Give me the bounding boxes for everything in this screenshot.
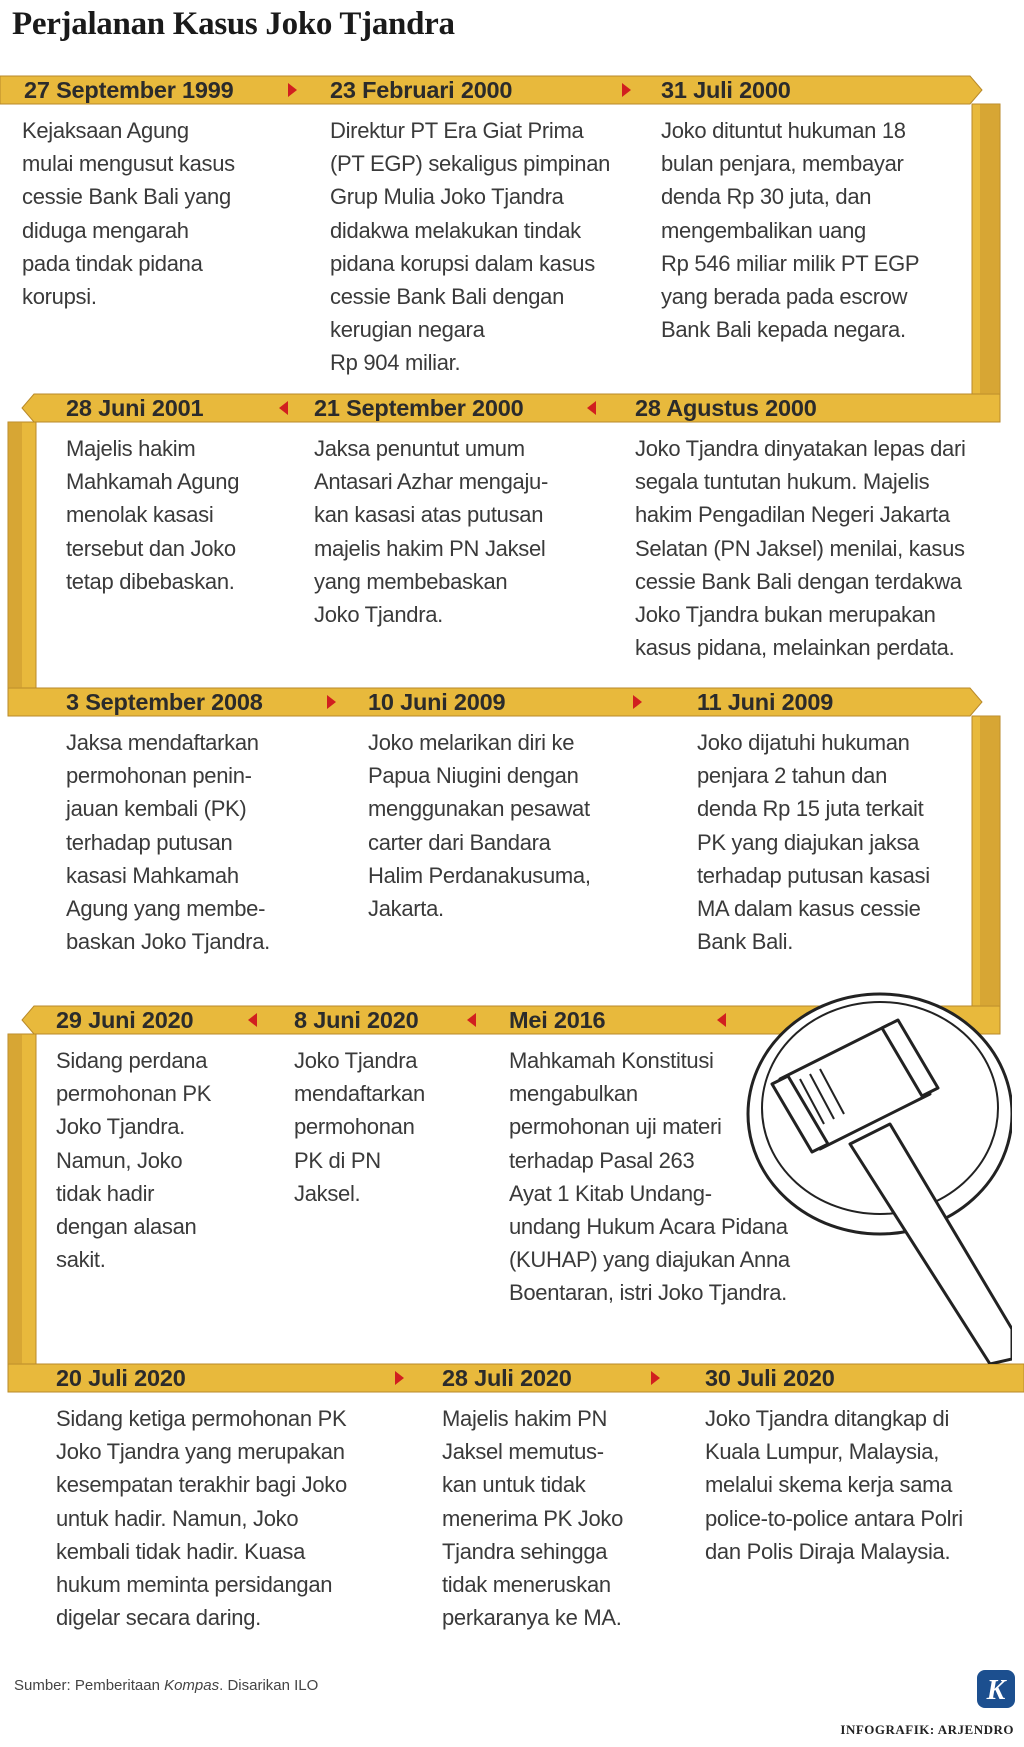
- event-description: Joko Tjandra dinyatakan lepas dari segala tuntutan hukum. Majelis hakim Pengadilan Negeri Jakarta Selatan (PN Jaksel) menilai, kasus cessie Bank Bali dengan terdakwa Joko Tjandra bukan merupakan kasus pidana, melainkan perdata.: [635, 436, 966, 661]
- arrow-left-icon: [248, 1013, 257, 1027]
- kompas-logo: [977, 1670, 1015, 1708]
- event-date: 27 September 1999: [24, 77, 234, 103]
- event-description: Majelis hakim PN Jaksel memutus- kan untuk tidak menerima PK Joko Tjandra sehingga tidak meneruskan perkaranya ke MA.: [442, 1406, 624, 1631]
- event-date: Mei 2016: [509, 1007, 606, 1033]
- arrow-left-icon: [279, 401, 288, 415]
- arrow-right-icon: [633, 695, 642, 709]
- arrow-left-icon: [467, 1013, 476, 1027]
- event-description: Sidang perdana permohonan PK Joko Tjandra. Namun, Joko tidak hadir dengan alasan sakit.: [56, 1048, 212, 1273]
- arrow-right-icon: [622, 83, 631, 97]
- arrow-left-icon: [717, 1013, 726, 1027]
- event-description: Joko Tjandra ditangkap di Kuala Lumpur, Malaysia, melalui skema kerja sama police-to-police antara Polri dan Polis Diraja Malaysia.: [705, 1406, 963, 1564]
- event-date: 3 September 2008: [66, 689, 263, 715]
- event-description: Jaksa penuntut umum Antasari Azhar mengaju- kan kasasi atas putusan majelis hakim PN Jaksel yang membebaskan Joko Tjandra.: [314, 436, 549, 628]
- event-description: Direktur PT Era Giat Prima (PT EGP) sekaligus pimpinan Grup Mulia Joko Tjandra didakwa melakukan tindak pidana korupsi dalam kasus cessie Bank Bali dengan kerugian negara Rp 904 miliar.: [330, 118, 611, 376]
- arrow-left-icon: [587, 401, 596, 415]
- event-date: 10 Juni 2009: [368, 689, 506, 715]
- arrow-right-icon: [395, 1371, 404, 1385]
- svg-text:K: K: [986, 1675, 1006, 1706]
- event-description: Joko Tjandra mendaftarkan permohonan PK di PN Jaksel.: [294, 1048, 425, 1206]
- event-description: Joko melarikan diri ke Papua Niugini dengan menggunakan pesawat carter dari Bandara Halim Perdanakusuma, Jakarta.: [368, 730, 591, 922]
- event-description: Majelis hakim Mahkamah Agung menolak kasasi tersebut dan Joko tetap dibebaskan.: [66, 436, 240, 594]
- event-description: Joko dijatuhi hukuman penjara 2 tahun dan denda Rp 15 juta terkait PK yang diajukan jaksa terhadap putusan kasasi MA dalam kasus cessie Bank Bali.: [697, 730, 930, 955]
- arrow-right-icon: [651, 1371, 660, 1385]
- arrow-right-icon: [327, 695, 336, 709]
- event-date: 28 Agustus 2000: [635, 395, 817, 421]
- event-description: Mahkamah Konstitusi mengabulkan permohonan uji materi terhadap Pasal 263 Ayat 1 Kitab Undang- undang Hukum Acara Pidana (KUHAP) yang diajukan Anna Boentaran, istri Joko Tjandra.: [509, 1048, 790, 1306]
- event-date: 30 Juli 2020: [705, 1365, 835, 1391]
- event-description: Joko dituntut hukuman 18 bulan penjara, membayar denda Rp 30 juta, dan mengembalikan uang Rp 546 miliar milik PT EGP yang berada pada escrow Bank Bali kepada negara.: [661, 118, 920, 343]
- event-date: 21 September 2000: [314, 395, 524, 421]
- event-date: 28 Juli 2020: [442, 1365, 572, 1391]
- event-date: 11 Juni 2009: [697, 689, 834, 715]
- event-date: 8 Juni 2020: [294, 1007, 419, 1033]
- event-date: 31 Juli 2000: [661, 77, 791, 103]
- page-title: Perjalanan Kasus Joko Tjandra: [12, 6, 455, 42]
- event-date: 29 Juni 2020: [56, 1007, 194, 1033]
- event-date: 20 Juli 2020: [56, 1365, 186, 1391]
- event-date: 28 Juni 2001: [66, 395, 204, 421]
- event-description: Jaksa mendaftarkan permohonan penin- jauan kembali (PK) terhadap putusan kasasi Mahkamah Agung yang membe- baskan Joko Tjandra.: [66, 730, 270, 955]
- event-date: 23 Februari 2000: [330, 77, 513, 103]
- event-description: Sidang ketiga permohonan PK Joko Tjandra yang merupakan kesempatan terakhir bagi Joko untuk hadir. Namun, Joko kembali tidak hadir. Kuasa hukum meminta persidangan digelar secara daring.: [56, 1406, 347, 1631]
- infographic-credit: INFOGRAFIK: ARJENDRO: [840, 1722, 1014, 1737]
- gavel-icon: [740, 984, 1012, 1364]
- event-description: Kejaksaan Agung mulai mengusut kasus cessie Bank Bali yang diduga mengarah pada tindak pidana korupsi.: [22, 118, 235, 310]
- source-note: Sumber: Pemberitaan Kompas. Disarikan ILO: [14, 1677, 319, 1694]
- arrow-right-icon: [288, 83, 297, 97]
